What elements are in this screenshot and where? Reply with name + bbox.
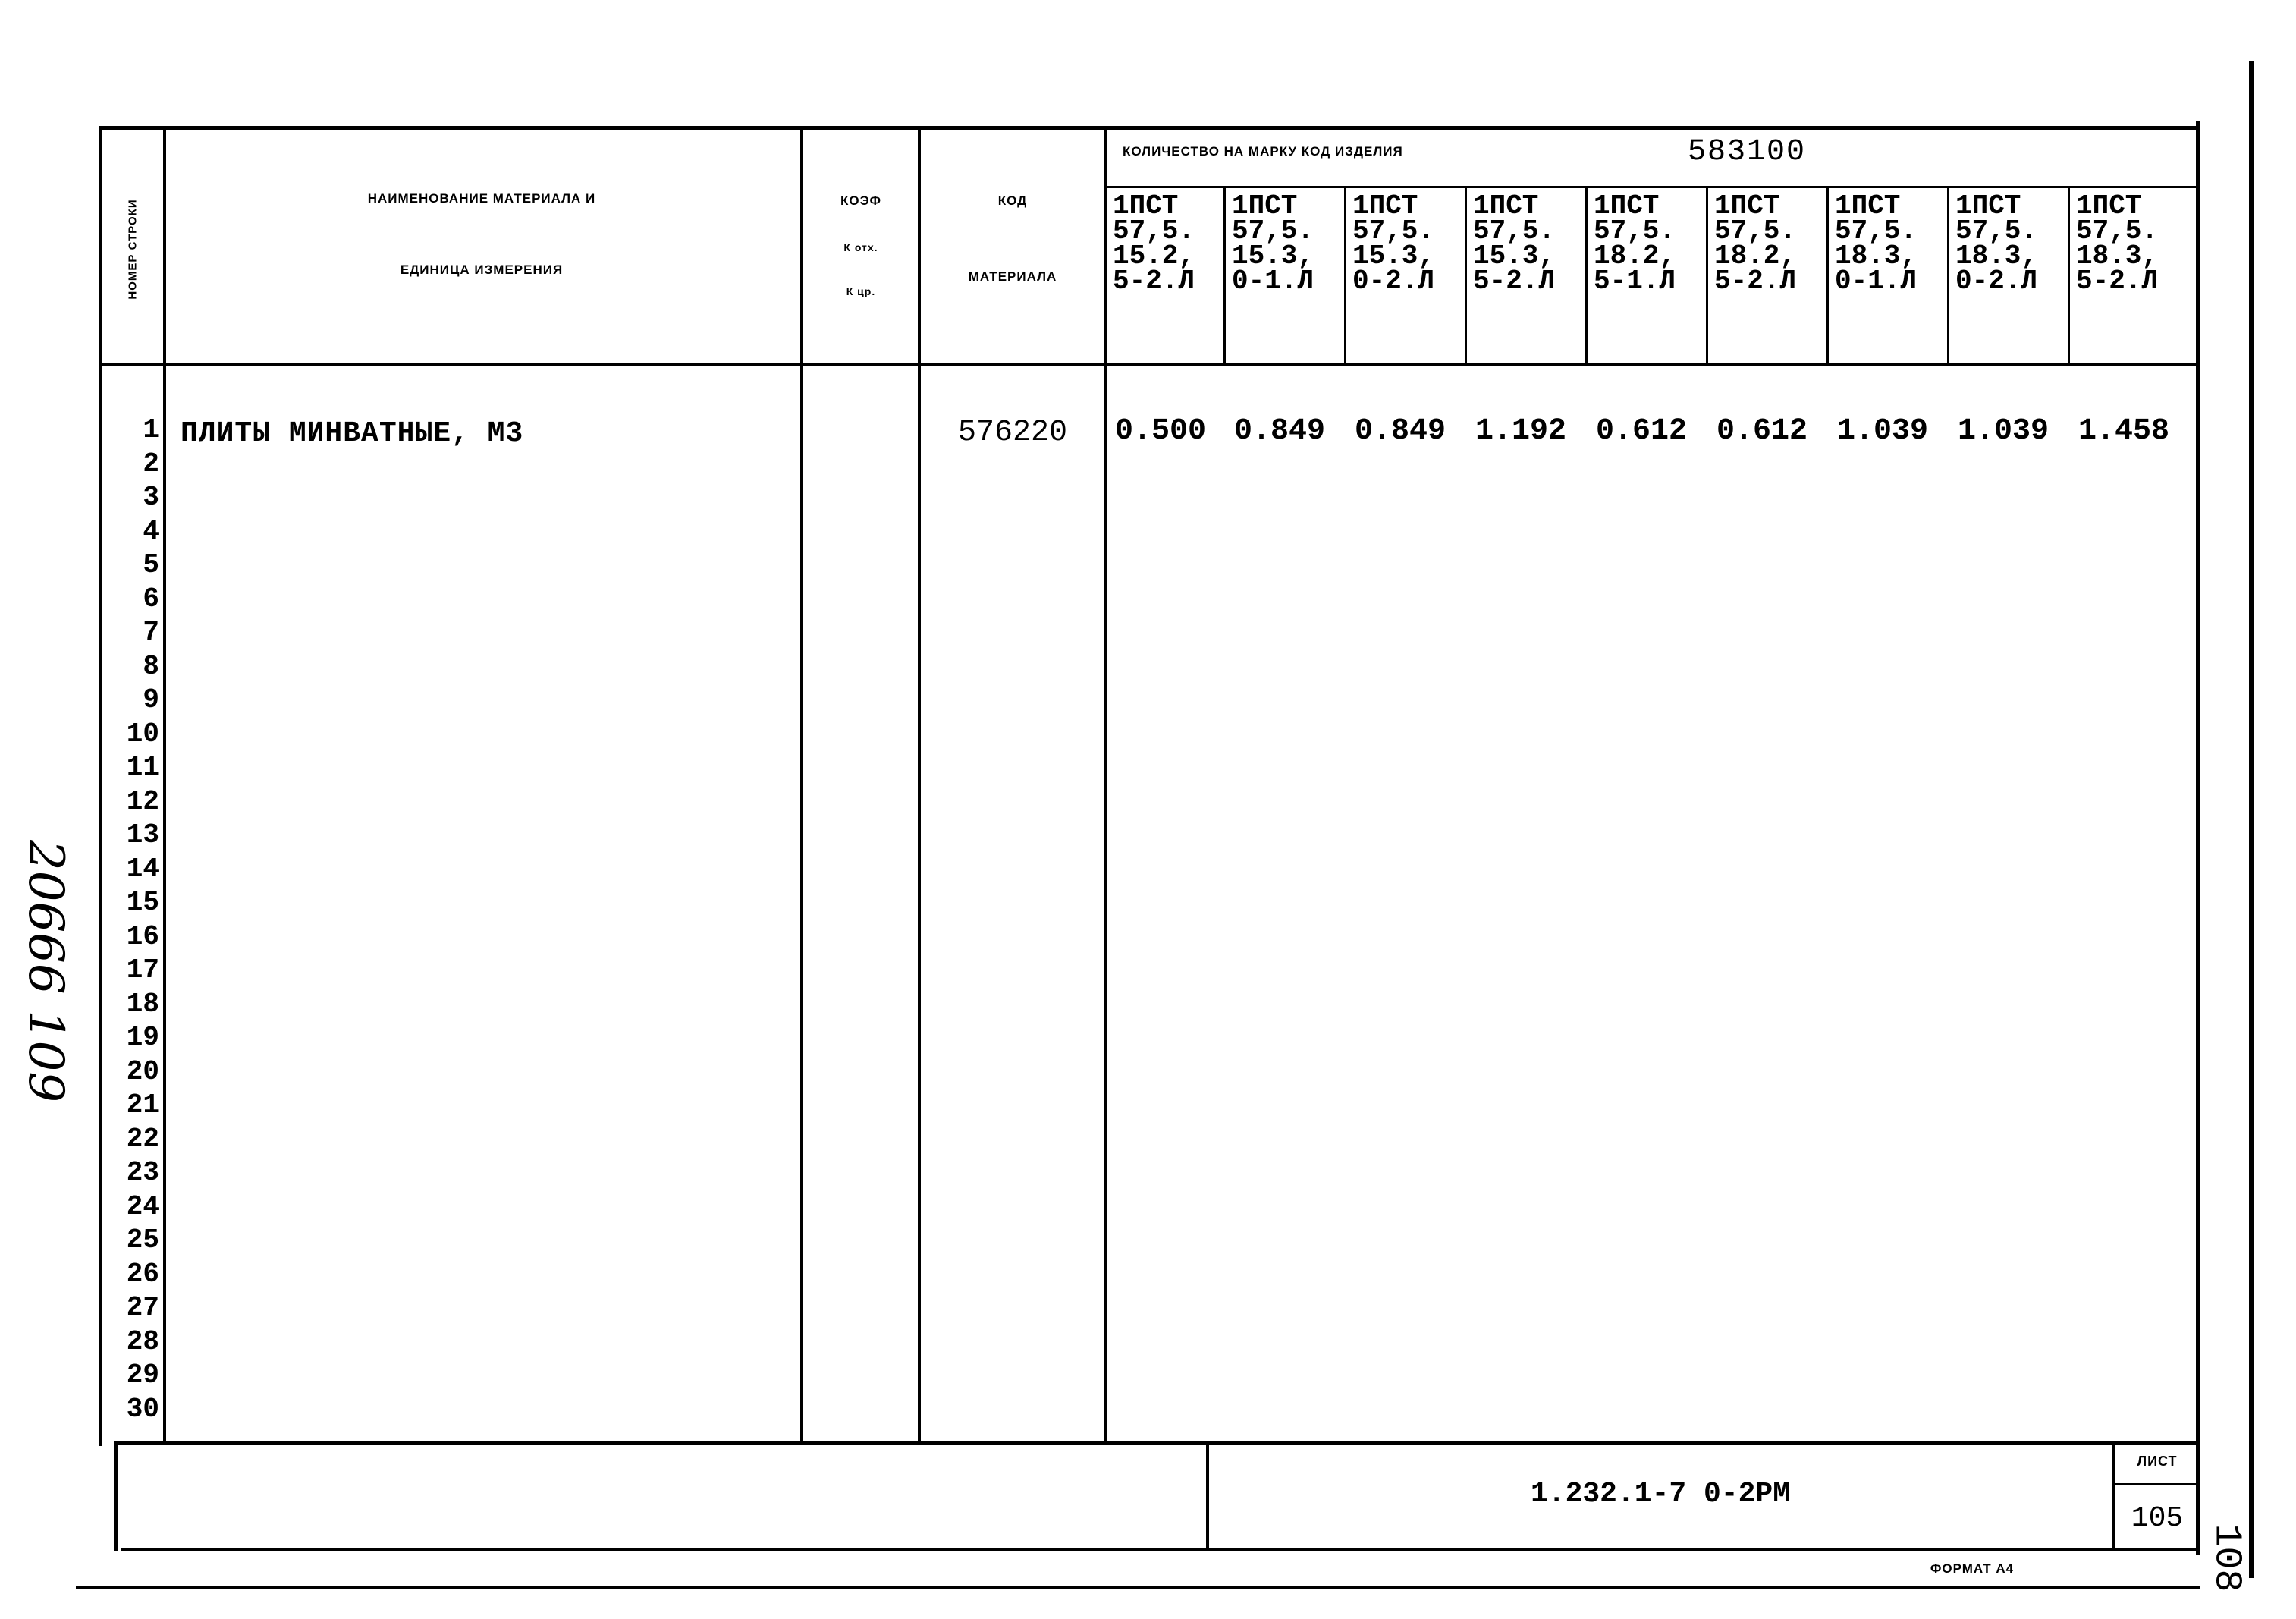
mark-column-line: 5-2.Л bbox=[1714, 266, 1797, 297]
row-number: 7 bbox=[143, 617, 159, 648]
mark-column-line: 57,5. bbox=[1473, 215, 1556, 247]
mark-column-header bbox=[1107, 190, 1227, 297]
material-header-line2: ЕДИНИЦА ИЗМЕРЕНИЯ bbox=[400, 262, 564, 277]
row-number: 5 bbox=[143, 549, 159, 580]
coef-header: КОЭФ bbox=[840, 193, 881, 208]
row-number: 26 bbox=[126, 1258, 159, 1290]
row-number: 18 bbox=[126, 988, 159, 1020]
mark-column-line: 15.3, bbox=[1232, 240, 1314, 272]
mark-column-line: 15.2, bbox=[1113, 240, 1195, 272]
quantity-value: 1.458 bbox=[2078, 414, 2170, 448]
mark-column-line: 5-2.Л bbox=[1113, 266, 1195, 297]
mark-column-header bbox=[2070, 190, 2190, 297]
mark-column-line: 18.3, bbox=[2076, 240, 2159, 272]
row-number: 22 bbox=[126, 1123, 159, 1155]
row-number: 10 bbox=[126, 718, 159, 750]
row-number: 28 bbox=[126, 1325, 159, 1357]
mark-column-line: 1ПСТ bbox=[1594, 190, 1660, 222]
row-number: 2 bbox=[143, 448, 159, 479]
mark-column-line: 18.3, bbox=[1955, 240, 2038, 272]
quantity-value: 0.849 bbox=[1354, 414, 1446, 448]
mark-column-line: 57,5. bbox=[1594, 215, 1676, 247]
mark-column-line: 0-1.Л bbox=[1835, 266, 1918, 297]
mark-column-line: 57,5. bbox=[1232, 215, 1314, 247]
row-numbers bbox=[114, 413, 159, 1426]
row-number: 9 bbox=[143, 684, 159, 715]
mark-column-header bbox=[1949, 190, 2069, 297]
code-header-line1: КОД bbox=[997, 193, 1028, 208]
row-number: 6 bbox=[143, 583, 159, 615]
mark-column-header bbox=[1226, 190, 1346, 297]
mark-column-header bbox=[1588, 190, 1707, 297]
mark-column-line: 57,5. bbox=[1352, 215, 1435, 247]
margin-note: 20666 109 bbox=[17, 840, 74, 1103]
mark-column-line: 18.3, bbox=[1835, 240, 1918, 272]
row-number-header: НОМЕР СТРОКИ bbox=[126, 199, 140, 300]
material-code: 576220 bbox=[957, 416, 1068, 450]
mark-column-line: 57,5. bbox=[1714, 215, 1797, 247]
mark-column-header bbox=[1829, 190, 1949, 297]
material-name: ПЛИТЫ МИНВАТНЫЕ, М3 bbox=[181, 417, 524, 450]
mark-column-line: 1ПСТ bbox=[2076, 190, 2142, 222]
mark-column-line: 1ПСТ bbox=[1714, 190, 1780, 222]
row-number: 11 bbox=[126, 752, 159, 783]
mark-column-line: 1ПСТ bbox=[1352, 190, 1418, 222]
row-number: 12 bbox=[126, 785, 159, 817]
quantity-value: 0.612 bbox=[1716, 414, 1808, 448]
quantity-value: 0.849 bbox=[1233, 414, 1326, 448]
format-label: ФОРМАТ А4 bbox=[1930, 1561, 2015, 1576]
quantity-value: 1.192 bbox=[1475, 414, 1567, 448]
mark-column-line: 15.3, bbox=[1352, 240, 1435, 272]
coef-sub1: К отх. bbox=[843, 241, 878, 253]
mark-column-line: 0-1.Л bbox=[1232, 266, 1314, 297]
quantity-header: КОЛИЧЕСТВО НА МАРКУ КОД ИЗДЕЛИЯ bbox=[1123, 144, 1403, 159]
row-number: 30 bbox=[126, 1393, 159, 1425]
quantity-value: 0.500 bbox=[1114, 414, 1207, 448]
row-number: 23 bbox=[126, 1157, 159, 1188]
row-number: 4 bbox=[143, 515, 159, 547]
mark-column-line: 57,5. bbox=[1113, 215, 1195, 247]
mark-column-line: 18.2, bbox=[1714, 240, 1797, 272]
row-number: 19 bbox=[126, 1022, 159, 1053]
mark-column-line: 5-2.Л bbox=[1473, 266, 1556, 297]
mark-column-header bbox=[1708, 190, 1828, 297]
mark-column-line: 5-1.Л bbox=[1594, 266, 1676, 297]
quantity-value: 1.039 bbox=[1957, 414, 2049, 448]
mark-column-line: 1ПСТ bbox=[1232, 190, 1298, 222]
code-header-line2: МАТЕРИАЛА bbox=[968, 269, 1057, 284]
row-number: 17 bbox=[126, 954, 159, 986]
row-number: 13 bbox=[126, 819, 159, 850]
mark-column-line: 1ПСТ bbox=[1955, 190, 2021, 222]
mark-column-header bbox=[1467, 190, 1587, 297]
mark-column-line: 15.3, bbox=[1473, 240, 1556, 272]
row-number: 29 bbox=[126, 1360, 159, 1391]
row-number: 3 bbox=[143, 482, 159, 513]
quantity-value: 0.612 bbox=[1595, 414, 1688, 448]
row-number: 21 bbox=[126, 1089, 159, 1121]
row-number: 15 bbox=[126, 887, 159, 918]
row-number: 24 bbox=[126, 1190, 159, 1222]
mark-column-line: 57,5. bbox=[1955, 215, 2038, 247]
product-code: 583100 bbox=[1688, 135, 1807, 169]
mark-column-line: 0-2.Л bbox=[1955, 266, 2038, 297]
mark-column-line: 0-2.Л bbox=[1352, 266, 1435, 297]
mark-column-header bbox=[1346, 190, 1466, 297]
mark-column-line: 57,5. bbox=[1835, 215, 1918, 247]
row-number: 14 bbox=[126, 853, 159, 885]
mark-column-line: 1ПСТ bbox=[1113, 190, 1179, 222]
row-number: 27 bbox=[126, 1292, 159, 1323]
row-number: 1 bbox=[143, 414, 159, 445]
mark-column-line: 1ПСТ bbox=[1473, 190, 1539, 222]
mark-column-line: 5-2.Л bbox=[2076, 266, 2159, 297]
row-number: 20 bbox=[126, 1055, 159, 1087]
mark-column-line: 1ПСТ bbox=[1835, 190, 1901, 222]
row-number: 16 bbox=[126, 920, 159, 952]
row-number: 8 bbox=[143, 650, 159, 682]
document-designation: 1.232.1-7 0-2РМ bbox=[1530, 1478, 1791, 1511]
side-page-number: 108 bbox=[2204, 1523, 2248, 1592]
material-header-line1: НАИМЕНОВАНИЕ МАТЕРИАЛА И bbox=[367, 191, 596, 206]
quantity-value: 1.039 bbox=[1836, 414, 1929, 448]
sheet-label: ЛИСТ bbox=[2137, 1454, 2178, 1469]
sheet-number: 105 bbox=[2131, 1502, 2184, 1535]
row-number: 25 bbox=[126, 1224, 159, 1256]
mark-column-line: 18.2, bbox=[1594, 240, 1676, 272]
mark-column-line: 57,5. bbox=[2076, 215, 2159, 247]
coef-sub2: К цр. bbox=[846, 285, 876, 297]
